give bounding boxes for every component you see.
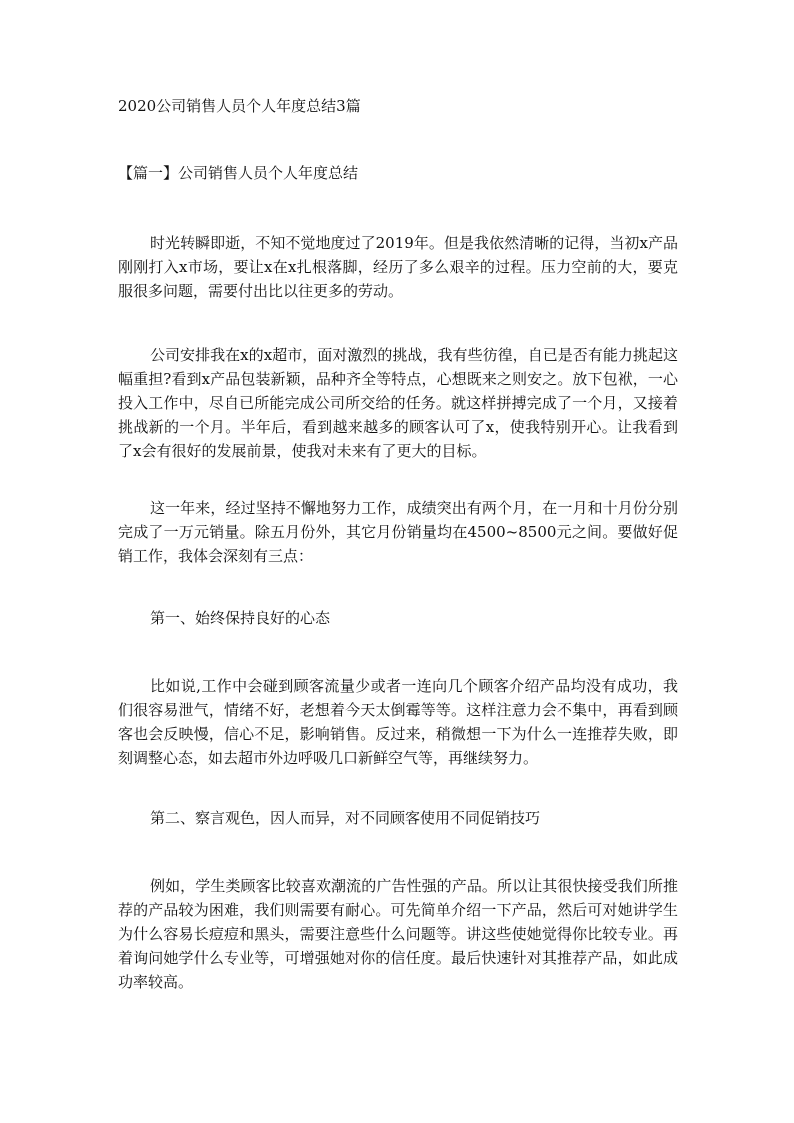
paragraph-intro: 时光转瞬即逝，不知不觉地度过了2019年。但是我依然清晰的记得，当初x产品刚刚打入x市场，要让x在x扎根落脚，经历了多么艰辛的过程。压力空前的大，要克服很多问题，需要付出比以往更多的劳动。: [118, 234, 678, 300]
paragraph-results: 这一年来，经过坚持不懈地努力工作，成绩突出有两个月，在一月和十月份分别完成了一万元销量。除五月份外，其它月份销量均在4500~8500元之间。要做好促销工作，我体会深刻有三点：: [118, 499, 678, 565]
heading-point-one: 第一、始终保持良好的心态: [150, 609, 331, 627]
heading-point-two: 第二、察言观色，因人而异，对不同顾客使用不同促销技巧: [150, 809, 541, 827]
paragraph-point-one: 比如说,工作中会碰到顾客流量少或者一连向几个顾客介绍产品均没有成功，我们很容易泄气，情绪不好，老想着今天太倒霉等等。这样注意力会不集中，再看到顾客也会反映慢，信心不足，影响销售。反过来，稍微想一下为什么一连推荐失败，即刻调整心态，如去超市外边呼吸几口新鲜空气等，再继续努力。: [118, 677, 678, 767]
section-title: 【篇一】公司销售人员个人年度总结: [118, 164, 359, 182]
paragraph-point-two: 例如，学生类顾客比较喜欢潮流的广告性强的产品。所以让其很快接受我们所推荐的产品较为困难，我们则需要有耐心。可先简单介绍一下产品，然后可对她讲学生为什么容易长痘痘和黑头，需要注意些什么问题等。讲这些使她觉得你比较专业。再着询问她学什么专业等，可增强她对你的信任度。最后快速针对其推荐产品，如此成功率较高。: [118, 877, 678, 991]
paragraph-assignment: 公司安排我在x的x超市，面对激烈的挑战，我有些彷徨，自已是否有能力挑起这幅重担?看到x产品包装新颖，品种齐全等特点，心想既来之则安之。放下包袱，一心投入工作中，尽自已所能完成公司所交给的任务。就这样拼搏完成了一个月，又接着挑战新的一个月。半年后，看到越来越多的顾客认可了x，使我特别开心。让我看到了x会有很好的发展前景，使我对未来有了更大的目标。: [118, 346, 678, 460]
document-title: 2020公司销售人员个人年度总结3篇: [118, 97, 361, 115]
